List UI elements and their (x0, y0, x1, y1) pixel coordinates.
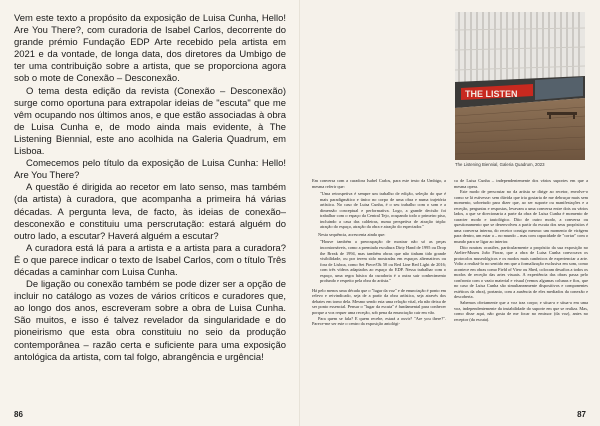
lead-paragraph: Vem este texto a propósito da exposição de Luisa Cunha, Hello! Are You There?, com curadoria de Isabel Carlos, decorrente do grande prémio Fundação EDP Arte recebido pela artista em 2021 e da vontade, de longa data, dos diretores da Umbigo de ter uma contribuição sobre a artista, que se proporciona agora sob o mote de Conexão – Desconexão. (14, 13, 286, 85)
page-number-right: 87 (577, 410, 586, 419)
lead-paragraph: De ligação ou conexão também se pode dizer ser a opção de incluir no catálogo as vozes de vários críticos e curadores que, ao longo dos anos, escreveram sobre a obra de Luisa Cunha. São muitos, e isso é talvez revelador da singularidade e do pioneirismo que esta obra constituiu no seio da produção contemporânea – razão certa e suficiente para uma exposição antológica da artista, com tal folgo, abrangência e urgência! (14, 279, 286, 363)
column-paragraph: Este modo de perscrutar no da artista se dirige ao recetor, envolve-o como se lá estivesse: sem dúvida que iria gostaria de me debruçar mais sem momento, sobretudo para dizer que, ao ser suporte ou manifestações e a receção, perguntas e respostas, levavam a uma conversa entre dois ou vários lados, a que se direcionaria a parte da obra de Luisa Cunha é momento de caracter modo e tautológico. Dito de outro modo, a conversa ou questionamento que se desenvolveu a partir da escuta dos seus propósitos é uma conversa interna, do recetor consigo mesmo: um momento de virágem para dentro, um estar a – no mundo – mas com capacidade de "cortar" com o mundo para se ligar ao interior. (454, 189, 588, 245)
lead-paragraph: A questão é dirigida ao recetor em lato senso, mas também (da artista) à curadora, que acompanha a primeira há várias décadas. A pergunta leva, de facto, às ideias de conexão–desconexão e constituiu uma perscrutação: estará alguém do outro lado, a escutar? Haverá alguém a escutar? (14, 182, 286, 242)
column-paragraph: Há pelo menos uma década que o "lugar da voz" e de enunciação é ponto em relevo e reivindicado, seja de a partir da obra artística, seja através dos debates em torno dela. Mesmo sendo esta uma relação vital, ela não deixa de ser ponto essencial. Pensar o "lugar da escuta" é fundamental para conhecer porque a voz requer uma receção, sob pena da enunciação cair em vão. (312, 287, 446, 316)
lead-paragraph: Comecemos pelo título da exposição de Luisa Cunha: Hello! Are You There? (14, 158, 286, 182)
building-photo (455, 12, 585, 160)
column-paragraph: Sabemos obviamente que a voz traz corpo; e situa-a e situa-a em uma voz, independentemente da instabilidade do suporte em que se realiza. Mas, como disse aqui, não gosta de me focar no emissor (da voz), antes no receptor (da escuta). (454, 300, 588, 322)
right-page (300, 0, 600, 426)
column-paragraph: Para quem se fala? E quem recebe, estará a ouvir? "Are you there?". Parece-me ser este o centro da exposição antológi- (312, 315, 446, 327)
lead-text (14, 13, 286, 364)
body-columns (312, 178, 588, 327)
column-paragraph: Dito noutras ocasiões, particularmente a propósito da sua exposição no Atelier-Museu João Fiorar, que a obra de Luisa Cunha convocava os protocolos museológicos e os modos mais canônicos de experienciar a arte. Volto a realizá-lo no sentido em que a formalização exclusiva em som, como acontece em obras como Field of View ou Shed, colocam desafios a todos os modos de receção das artes visuais. A experiência das obras passa pelo confronto com o vazio material e visual (vemos algumas colunas e fios, que no caso de Luisa Cunha são simultaneamente dispositivos e componentes estéticos da obra), portanto, com a ausência de eles mediados da conexão e descoberta. (454, 244, 588, 300)
column-right (454, 178, 588, 327)
column-left (312, 178, 446, 327)
block-quote: "Houve também a preocupação de mostrar não só as peças incontornáveis, como a premiada escultura Dirty Hand de 1995 ou Drop the Break de 1994, mas também obras que não tinham tido grande visibilidade, ou por terem sido mostradas em espaços alternativos ou fora de Lisboa, como Set Piece/Ok 50 ou Red Line Red Light de 2016; com três vídeos adaptados ao espaço do EDP. Nessa trabalhar com o espaço, uma regra básica da curadoria é a outra sair conhecimento profundo e respeito pela obra do artista." (320, 239, 446, 284)
lead-paragraph: O tema desta edição da revista (Conexão – Desconexão) surge como oportuna para extrapolar ideias de "escuta" que me vêm ocupando nos últimos anos, e que estão associadas à obra de Luisa Cunha e, de modo ainda mais evidente, à The Listening Biennial, este ano acolhida na Galeria Quadrum, em Lisboa. (14, 85, 286, 158)
lead-paragraph: A curadora está lá para a artista e a artista para a curadora? É o que parece indicar o texto de Isabel Carlos, com o título Três décadas a caminhar com Luisa Cunha. (14, 242, 286, 278)
column-paragraph: Em conversa com a curadora Isabel Carlos, para este texto da Umbigo, a mesma referir que: (312, 178, 446, 189)
column-paragraph: Nesta sequência, acrescenta ainda que: (318, 231, 386, 237)
column-paragraph: ca de Luisa Cunha – independentemente dos vários suportes em que a mesma opera. (454, 178, 588, 189)
photo-sign-text: THE LISTEN (465, 89, 518, 99)
block-quote: "Uma retrospetiva é sempre um trabalho de edição, seleção do que é mais paradigmático e único no corpo de uma obra e numa trajetória artística. No caso de Luisa Cunha, é o seu trabalho com o som e a dimensão conceptual e performativa. Logo, a grande decisão foi trabalhar com o espaço da Central Tejo, ocupando todo o primeiro piso, incluindo a casa das caldeiras, numa perspetiva de atração tripla: atração do espaço, atração da obra e atração do espectador." (320, 191, 446, 230)
page-number-left: 86 (14, 410, 23, 419)
photo-figure (455, 12, 585, 169)
photo-caption: The Listening Biennial, Galeria Quadrum, 2023 (455, 162, 545, 167)
